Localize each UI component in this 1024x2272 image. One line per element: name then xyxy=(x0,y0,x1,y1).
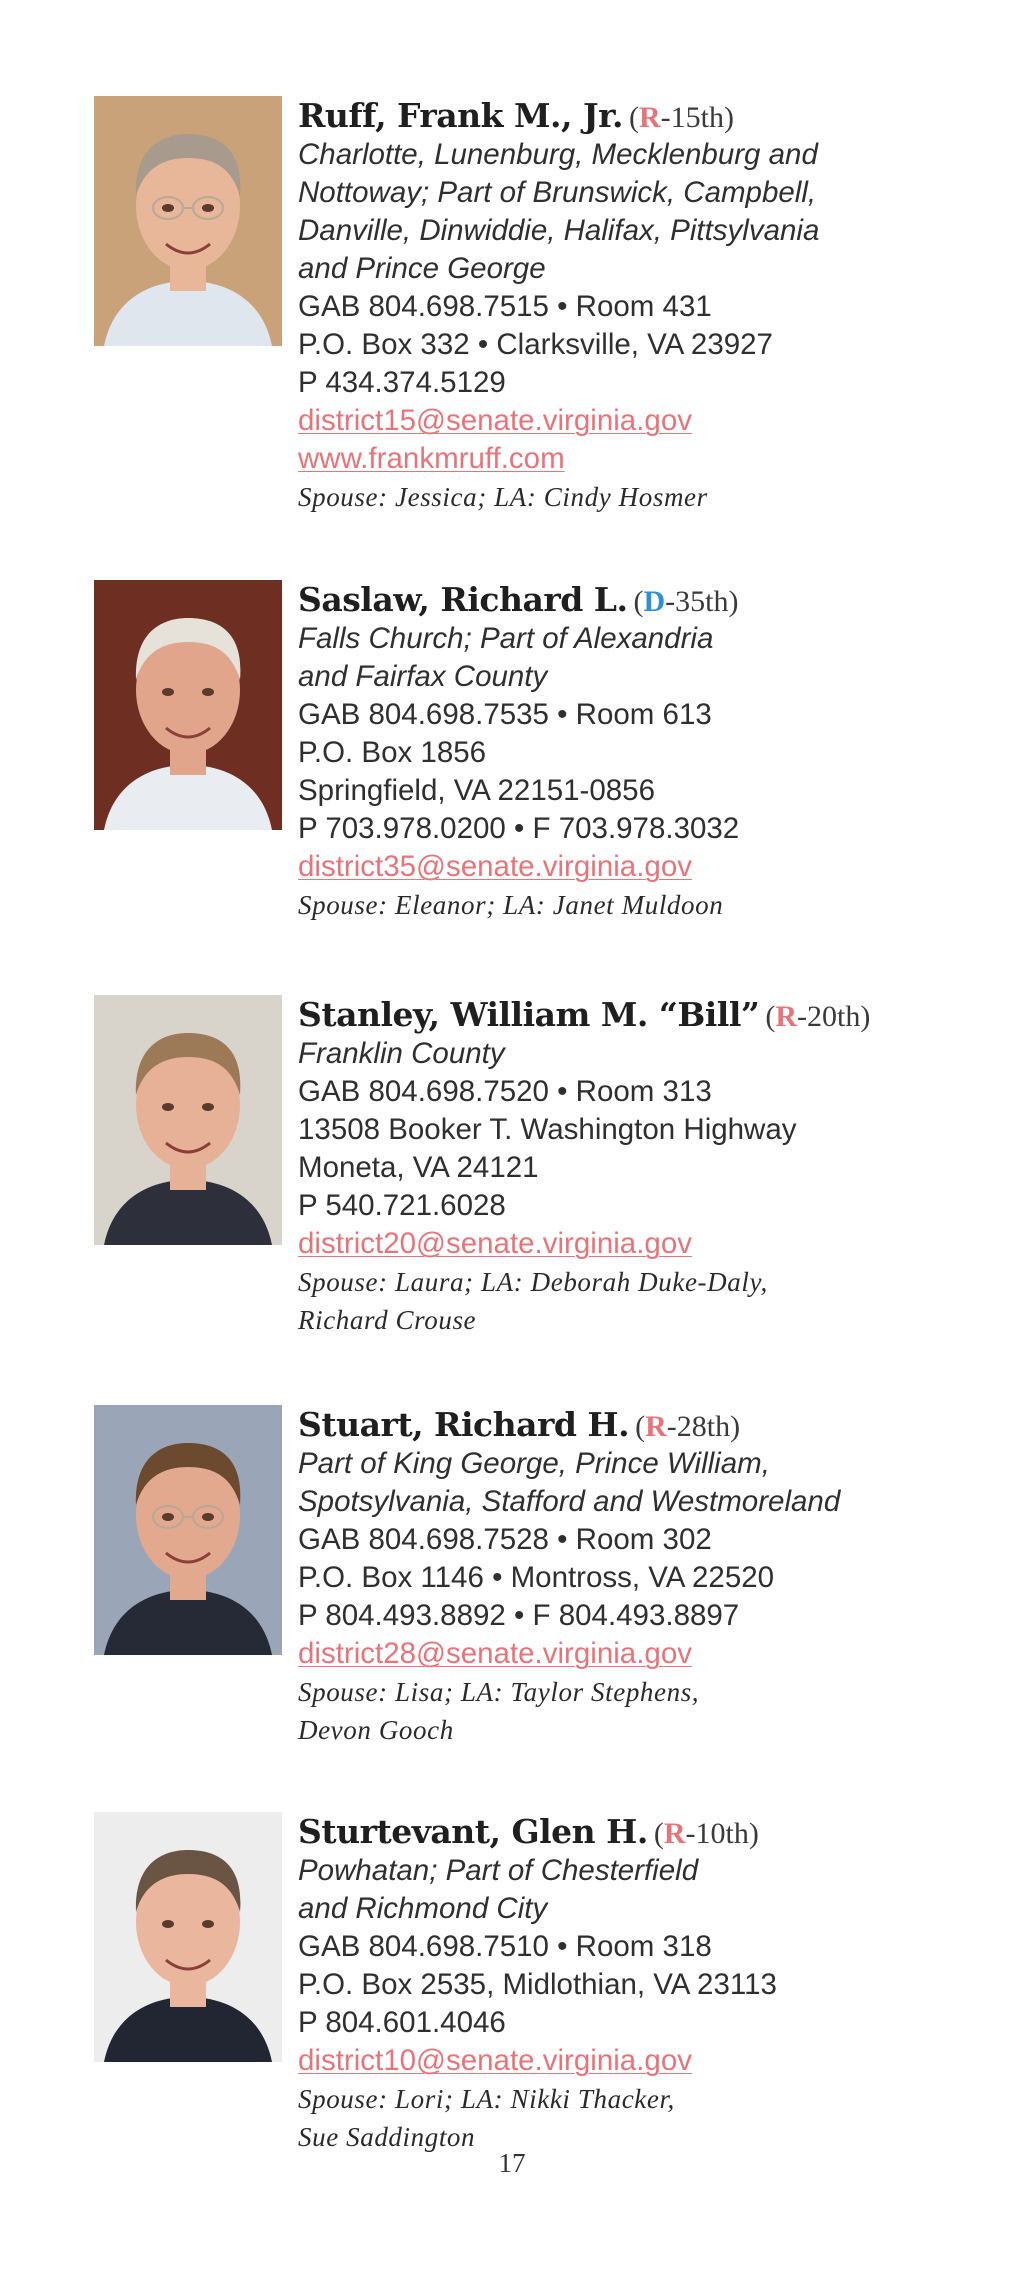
district-area: and Richmond City xyxy=(298,1892,548,1925)
open-paren: ( xyxy=(635,1410,646,1443)
contact-line: GAB 804.698.7528 • Room 302 xyxy=(298,1523,712,1556)
district-area: Part of King George, Prince William, xyxy=(298,1447,770,1480)
senator-photo xyxy=(94,580,282,830)
contact-line: P 703.978.0200 • F 703.978.3032 xyxy=(298,812,740,845)
contact-link[interactable]: district35@senate.virginia.gov xyxy=(298,850,692,883)
senator-heading xyxy=(298,995,998,1035)
portrait-graphic xyxy=(94,1405,282,1655)
contact-line: P.O. Box 1856 xyxy=(298,736,487,769)
district-area: Powhatan; Part of Chesterfield xyxy=(298,1854,699,1887)
district-area: Franklin County xyxy=(298,1037,505,1070)
party-district xyxy=(629,101,734,134)
contact-line: P.O. Box 1146 • Montross, VA 22520 xyxy=(298,1561,775,1594)
district-area: Spotsylvania, Stafford and Westmoreland xyxy=(298,1485,841,1518)
contact-line: GAB 804.698.7520 • Room 313 xyxy=(298,1075,712,1108)
spouse-staff-line: Spouse: Laura; LA: Deborah Duke-Daly, xyxy=(298,1267,768,1297)
district-number: -35th) xyxy=(665,585,739,618)
senator-heading xyxy=(298,1405,998,1445)
portrait-graphic xyxy=(94,96,282,346)
district-area: Charlotte, Lunenburg, Mecklenburg and xyxy=(298,138,818,171)
portrait-graphic xyxy=(94,995,282,1245)
senator-heading xyxy=(298,580,998,620)
party-district xyxy=(654,1817,759,1850)
contact-line: P.O. Box 2535, Midlothian, VA 23113 xyxy=(298,1968,777,2001)
party-district xyxy=(635,1410,740,1443)
district-area: and Prince George xyxy=(298,252,546,285)
contact-line: P 540.721.6028 xyxy=(298,1189,506,1222)
contact-line: GAB 804.698.7535 • Room 613 xyxy=(298,698,712,731)
open-paren: ( xyxy=(765,1000,776,1033)
party-letter: R xyxy=(638,101,661,134)
spouse-staff-line: Sue Saddington xyxy=(298,2122,476,2152)
open-paren: ( xyxy=(628,101,639,134)
page-number: 17 xyxy=(498,2148,526,2178)
spouse-staff-line: Spouse: Jessica; LA: Cindy Hosmer xyxy=(298,482,708,512)
contact-link[interactable]: www.frankmruff.com xyxy=(298,442,565,475)
senator-name: Ruff, Frank M., Jr. xyxy=(298,96,623,135)
senator-name: Stuart, Richard H. xyxy=(298,1405,630,1444)
party-letter: R xyxy=(775,1000,798,1033)
contact-line: Moneta, VA 24121 xyxy=(298,1151,539,1184)
district-number: -10th) xyxy=(685,1817,759,1850)
senator-heading xyxy=(298,96,998,136)
spouse-staff-line: Richard Crouse xyxy=(298,1305,477,1335)
spouse-staff-line: Spouse: Eleanor; LA: Janet Muldoon xyxy=(298,890,724,920)
contact-line: P.O. Box 332 • Clarksville, VA 23927 xyxy=(298,328,773,361)
district-area: and Fairfax County xyxy=(298,660,548,693)
senator-photo xyxy=(94,995,282,1245)
contact-link[interactable]: district20@senate.virginia.gov xyxy=(298,1227,692,1260)
spouse-staff-line: Devon Gooch xyxy=(298,1715,454,1745)
contact-line: P 804.601.4046 xyxy=(298,2006,506,2039)
party-district xyxy=(633,585,738,618)
senator-name: Sturtevant, Glen H. xyxy=(298,1812,648,1851)
senator-photo xyxy=(94,1812,282,2062)
senator-info xyxy=(298,1812,998,2156)
contact-link[interactable]: district15@senate.virginia.gov xyxy=(298,404,692,437)
senator-heading xyxy=(298,1812,998,1852)
senator-info xyxy=(298,995,998,1339)
party-letter: D xyxy=(643,585,666,618)
senator-photo xyxy=(94,1405,282,1655)
contact-line: P 804.493.8892 • F 804.493.8897 xyxy=(298,1599,740,1632)
contact-link[interactable]: district28@senate.virginia.gov xyxy=(298,1637,692,1670)
district-number: -20th) xyxy=(797,1000,871,1033)
contact-link[interactable]: district10@senate.virginia.gov xyxy=(298,2044,692,2077)
district-area: Nottoway; Part of Brunswick, Campbell, xyxy=(298,176,817,209)
district-area: Danville, Dinwiddie, Halifax, Pittsylvania xyxy=(298,214,820,247)
contact-line: 13508 Booker T. Washington Highway xyxy=(298,1113,797,1146)
open-paren: ( xyxy=(653,1817,664,1850)
party-letter: R xyxy=(645,1410,667,1443)
portrait-graphic xyxy=(94,580,282,830)
contact-line: Springfield, VA 22151-0856 xyxy=(298,774,655,807)
contact-line: P 434.374.5129 xyxy=(298,366,506,399)
spouse-staff-line: Spouse: Lisa; LA: Taylor Stephens, xyxy=(298,1677,700,1707)
district-number: -15th) xyxy=(660,101,734,134)
district-number: -28th) xyxy=(666,1410,741,1443)
portrait-graphic xyxy=(94,1812,282,2062)
district-area: Falls Church; Part of Alexandria xyxy=(298,622,714,655)
open-paren: ( xyxy=(633,585,644,618)
contact-line: GAB 804.698.7515 • Room 431 xyxy=(298,290,712,323)
senator-info xyxy=(298,96,998,516)
senator-name: Stanley, William M. “Bill” xyxy=(298,995,760,1034)
party-district xyxy=(765,1000,870,1033)
party-letter: R xyxy=(663,1817,686,1850)
spouse-staff-line: Spouse: Lori; LA: Nikki Thacker, xyxy=(298,2084,675,2114)
contact-line: GAB 804.698.7510 • Room 318 xyxy=(298,1930,712,1963)
senator-name: Saslaw, Richard L. xyxy=(298,580,628,619)
senator-info xyxy=(298,1405,998,1749)
senator-info xyxy=(298,580,998,924)
senator-photo xyxy=(94,96,282,346)
